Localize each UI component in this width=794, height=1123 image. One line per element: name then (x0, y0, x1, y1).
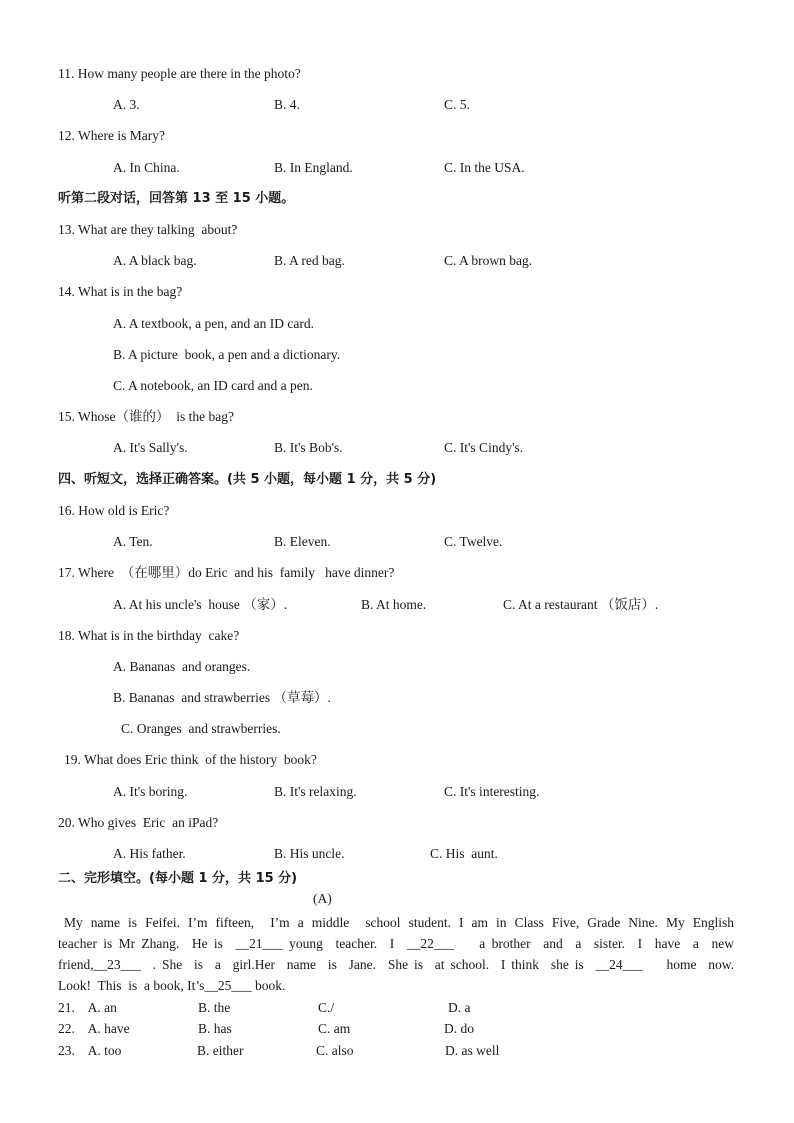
text-line-q15: 15. Whose（谁的） is the bag? (58, 409, 234, 424)
text-line-o22b: B. has (198, 1021, 232, 1036)
text-line-o23b: B. either (197, 1043, 244, 1058)
text-line-p1: My name is Feifei. I’m fifteen, I’m a middle school student. I am in Class Five, Grade Nine. My English (64, 915, 734, 930)
text-line-secCloze: 二、完形填空。(每小题 1 分，共 15 分) (58, 871, 298, 886)
text-line-o22d: D. do (444, 1021, 474, 1036)
text-line-q20: 20. Who gives Eric an iPad? (58, 815, 219, 830)
text-line-q17: 17. Where （在哪里）do Eric and his family have dinner? (58, 565, 395, 580)
text-line-q14b: B. A picture book, a pen and a dictionary. (113, 347, 341, 362)
text-line-q12a: A. In China. (113, 160, 180, 175)
text-line-q18: 18. What is in the birthday cake? (58, 628, 240, 643)
text-line-q11c: C. 5. (444, 97, 470, 112)
text-line-q18a: A. Bananas and oranges. (113, 659, 251, 674)
text-line-q11a: A. 3. (113, 97, 140, 112)
text-line-q18b: B. Bananas and strawberries （草莓）. (113, 690, 331, 705)
text-line-o23c: C. also (316, 1043, 354, 1058)
text-line-o21d: D. a (448, 1000, 471, 1015)
text-line-q11b: B. 4. (274, 97, 300, 112)
text-line-q15c: C. It's Cindy's. (444, 440, 524, 455)
text-line-q12: 12. Where is Mary? (58, 128, 165, 143)
text-line-o21b: B. the (198, 1000, 231, 1015)
text-line-q14: 14. What is in the bag? (58, 284, 183, 299)
text-line-o21: 21. A. an (58, 1000, 117, 1015)
text-line-p4: Look! This is a book, It’s__25___ book. (58, 978, 286, 993)
text-line-o23: 23. A. too (58, 1043, 122, 1058)
text-line-q20a: A. His father. (113, 846, 186, 861)
text-line-o21c: C./ (318, 1000, 335, 1015)
text-line-q16b: B. Eleven. (274, 534, 331, 549)
text-line-q17a: A. At his uncle's house （家）. (113, 597, 288, 612)
text-line-q14a: A. A textbook, a pen, and an ID card. (113, 316, 314, 331)
text-line-q19a: A. It's boring. (113, 784, 188, 799)
text-line-o22c: C. am (318, 1021, 351, 1036)
text-line-o23d: D. as well (445, 1043, 500, 1058)
text-line-q11: 11. How many people are there in the photo? (58, 66, 301, 81)
text-line-q12b: B. In England. (274, 160, 353, 175)
text-line-sec2: 听第二段对话，回答第 13 至 15 小题。 (58, 191, 295, 206)
text-line-sec4: 四、听短文，选择正确答案。(共 5 小题，每小题 1 分，共 5 分) (58, 472, 437, 487)
text-line-q13c: C. A brown bag. (444, 253, 533, 268)
text-line-q13b: B. A red bag. (274, 253, 345, 268)
text-line-q17c: C. At a restaurant （饭店）. (503, 597, 659, 612)
text-line-q13: 13. What are they talking about? (58, 222, 238, 237)
text-line-q16c: C. Twelve. (444, 534, 503, 549)
text-line-q17b: B. At home. (361, 597, 427, 612)
text-line-q16a: A. Ten. (113, 534, 153, 549)
text-line-q16: 16. How old is Eric? (58, 503, 170, 518)
text-line-q20b: B. His uncle. (274, 846, 345, 861)
text-line-q15a: A. It's Sally's. (113, 440, 188, 455)
text-line-q20c: C. His aunt. (430, 846, 498, 861)
text-line-q15b: B. It's Bob's. (274, 440, 343, 455)
text-line-q18c: C. Oranges and strawberries. (121, 721, 281, 736)
text-line-q12c: C. In the USA. (444, 160, 525, 175)
text-line-q14c: C. A notebook, an ID card and a pen. (113, 378, 313, 393)
text-line-o22: 22. A. have (58, 1021, 130, 1036)
text-line-passA: (A) (313, 891, 332, 906)
text-line-q19c: C. It's interesting. (444, 784, 540, 799)
text-line-q13a: A. A black bag. (113, 253, 197, 268)
text-line-p2: teacher is Mr Zhang. He is __21___ young teacher. I __22___ a brother and a sister. I have a new (58, 936, 734, 951)
text-line-p3: friend,__23___ . She is a girl.Her name is Jane. She is at school. I think she is __24___ home now. (58, 957, 734, 972)
text-line-q19b: B. It's relaxing. (274, 784, 357, 799)
text-line-q19: 19. What does Eric think of the history book? (64, 752, 317, 767)
